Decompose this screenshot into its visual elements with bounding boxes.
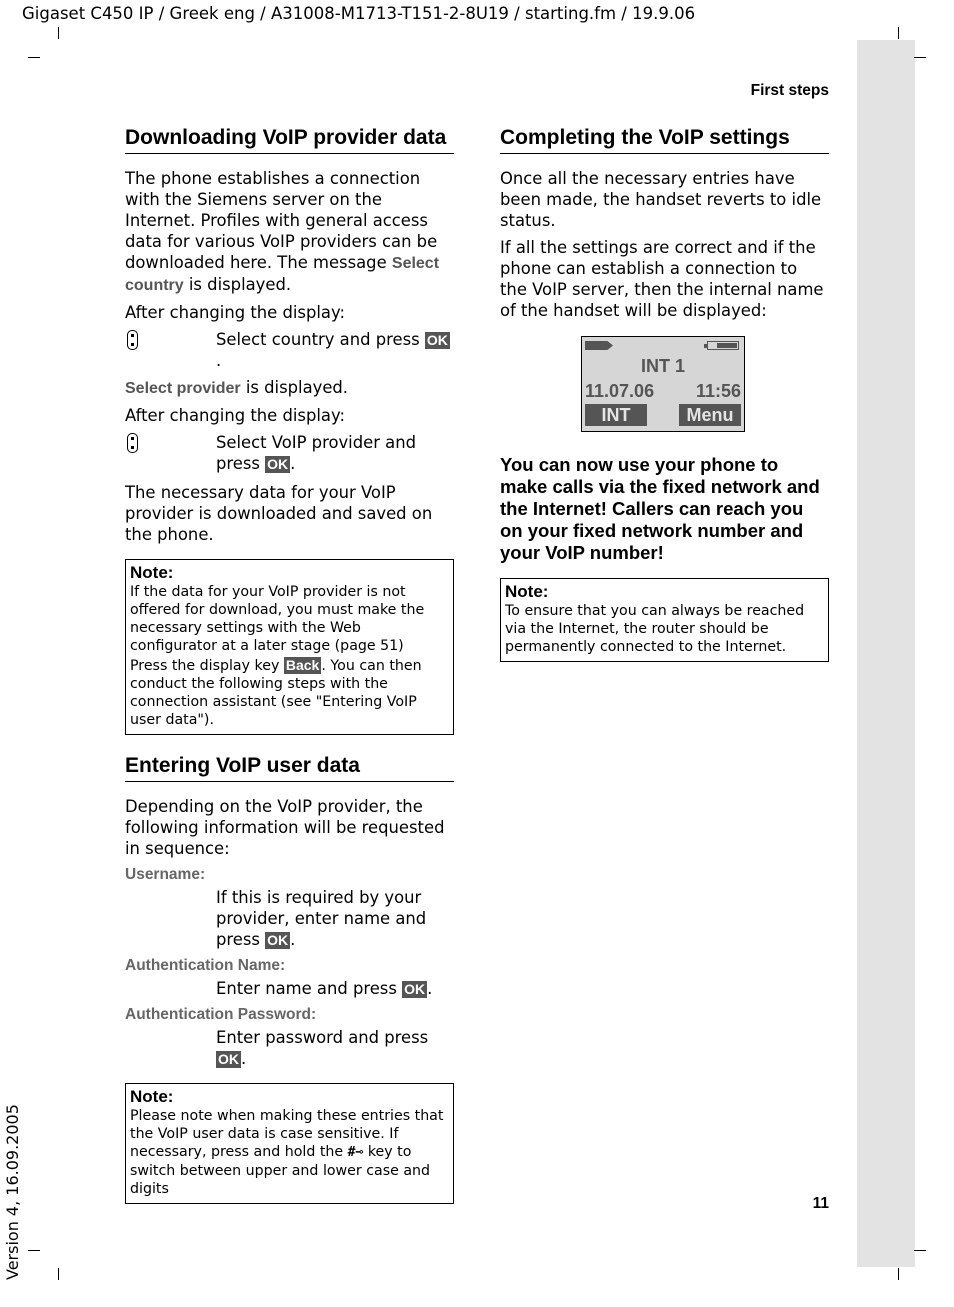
display-text-select-country: Select country: [125, 255, 440, 294]
display-date: 11.07.06: [585, 381, 655, 401]
param-username: [125, 865, 454, 950]
control-key-icon: [127, 330, 138, 350]
right-column: [500, 125, 829, 662]
crop-mark: [58, 1268, 59, 1280]
crop-mark: [28, 1250, 40, 1251]
step-select-country: [125, 329, 454, 371]
section-heading-downloading: Downloading VoIP provider data: [125, 125, 454, 154]
param-text: [216, 978, 454, 999]
paragraph-intro: [125, 168, 454, 296]
document-header: Gigaset C450 IP / Greek eng / A31008-M1713-T151-2-8U19 / starting.fm / 19.9.06: [22, 4, 696, 23]
battery-icon: [707, 341, 739, 350]
nav-key-symbol: [125, 432, 216, 474]
display-key-menu: Menu: [679, 404, 741, 426]
param-text: [216, 1027, 454, 1069]
text: is displayed.: [240, 378, 349, 397]
paragraph-settings-correct: If all the settings are correct and if the phone can establish a connection to the VoIP server, then the internal name of the handset will be displayed:: [500, 238, 824, 320]
param-label: Username:: [125, 866, 206, 883]
nav-key-symbol: [125, 329, 216, 371]
display-text-select-provider: Select provider: [125, 380, 241, 397]
back-key-badge: Back: [285, 657, 320, 673]
note-box-download: [125, 559, 454, 735]
paragraph-after-change: After changing the display:: [125, 303, 345, 322]
page-number: 11: [812, 1195, 829, 1212]
paragraph-provider-displayed: [125, 377, 454, 399]
text: Please note when making these entries that the VoIP user data is case sensitive. If necessary, press and hold the: [130, 1108, 444, 1160]
success-message: You can now use your phone to make calls via the fixed network and the Internet! Callers can reach you on your fixed network number and your VoIP number!: [500, 454, 820, 563]
text: .: [290, 930, 296, 949]
ok-key-badge: OK: [404, 981, 426, 997]
paragraph-entering-intro: Depending on the VoIP provider, the following information will be requested in sequence:: [125, 797, 445, 858]
display-time: 11:56: [695, 381, 741, 401]
text: .: [241, 1049, 247, 1068]
running-title: First steps: [750, 82, 829, 99]
ok-key-badge: OK: [218, 1051, 239, 1067]
crop-mark: [58, 27, 59, 39]
crop-mark: [28, 57, 40, 58]
display-key-int: INT: [585, 404, 647, 426]
ok-key-badge: OK: [426, 332, 448, 348]
note-text: If the data for your VoIP provider is not offered for download, you must make the necessary settings with the Web configurator at a later stage (page 51): [130, 584, 425, 654]
note-text: [130, 1107, 449, 1198]
step-text: [216, 432, 454, 474]
handset-internal-name: INT 1: [640, 356, 685, 376]
note-title: Note:: [130, 563, 174, 582]
version-label: Version 4, 16.09.2005: [3, 1104, 22, 1280]
margin-thumb-bar: [857, 40, 915, 1267]
text: . You can then conduct the following steps with the connection assistant (see "Entering VoIP user data").: [130, 658, 422, 728]
section-heading-entering: Entering VoIP user data: [125, 753, 454, 782]
text: The phone establishes a connection with the Siemens server on the Internet. Profiles with general access data for various VoIP providers can be downloaded here. The message: [125, 169, 438, 272]
crop-mark: [914, 57, 926, 58]
note-box-case-sensitive: [125, 1083, 454, 1204]
param-auth-password: [125, 1005, 454, 1069]
text: is displayed.: [183, 275, 292, 294]
text: .: [216, 351, 222, 370]
step-select-provider: [125, 432, 454, 474]
param-text: [216, 887, 454, 950]
text: If this is required by your provider, enter name and press: [216, 888, 427, 949]
crop-mark: [898, 1268, 899, 1280]
text: key to switch between upper and lower case and digits: [130, 1144, 431, 1197]
section-heading-completing: Completing the VoIP settings: [500, 125, 829, 154]
note-title: Note:: [130, 1087, 174, 1106]
note-text: [130, 657, 449, 729]
text: Select country and press: [216, 330, 425, 349]
note-box-router: [500, 578, 829, 662]
paragraph-after-change-2: After changing the display:: [125, 406, 345, 425]
ok-key-badge: OK: [267, 932, 289, 948]
step-text: [216, 329, 454, 371]
left-column: [125, 125, 454, 1204]
handset-display-illustration: [581, 336, 745, 432]
antenna-icon: [585, 341, 613, 350]
text: .: [290, 454, 296, 473]
text: Press the display key: [130, 658, 284, 674]
control-key-icon: [127, 433, 138, 453]
crop-mark: [898, 27, 899, 39]
crop-mark: [914, 1250, 926, 1251]
hash-key-icon: #⊸: [347, 1145, 364, 1160]
param-label: Authentication Name:: [125, 957, 286, 974]
note-title: Note:: [505, 582, 549, 601]
note-text: To ensure that you can always be reached via the Internet, the router should be permanently connected to the Internet.: [505, 603, 805, 655]
paragraph-idle: Once all the necessary entries have been made, the handset reverts to idle status.: [500, 169, 822, 230]
paragraph-download-done: The necessary data for your VoIP provider is downloaded and saved on the phone.: [125, 483, 433, 544]
text: Select VoIP provider and press: [216, 433, 417, 473]
param-label: Authentication Password:: [125, 1006, 317, 1023]
text: Enter password and press: [216, 1028, 429, 1047]
text: Enter name and press: [216, 979, 403, 998]
ok-key-badge: OK: [267, 456, 289, 472]
text: .: [427, 979, 433, 998]
param-auth-name: [125, 956, 454, 999]
